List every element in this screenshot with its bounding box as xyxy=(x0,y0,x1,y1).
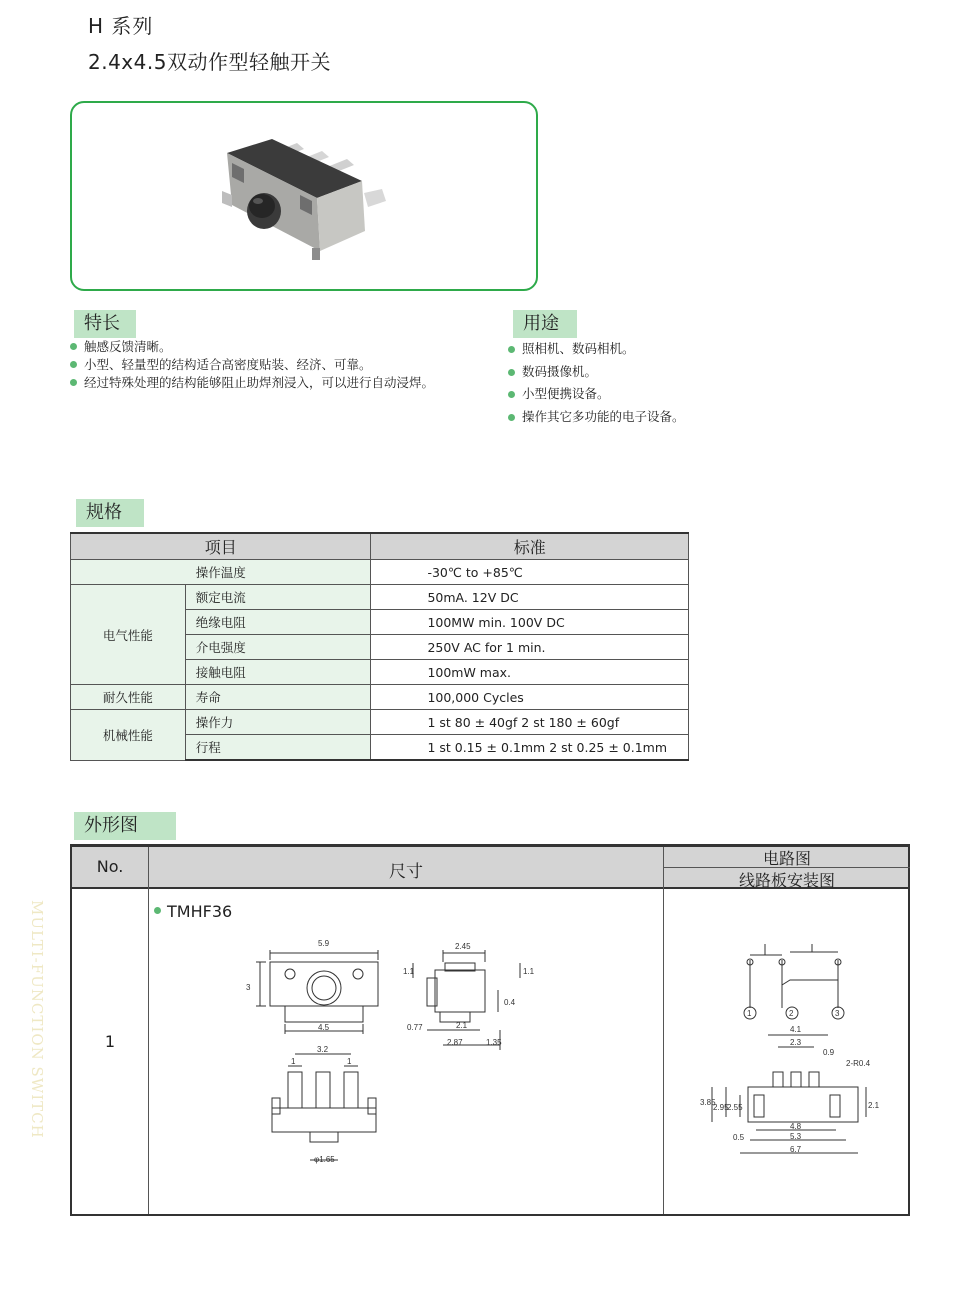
dim-label: 4.1 xyxy=(790,1025,802,1034)
dim-label: 4.5 xyxy=(318,1023,330,1032)
series-title: H 系列 xyxy=(88,14,154,38)
dim-label: 0.5 xyxy=(733,1133,745,1142)
dim-label: 2.95 xyxy=(713,1103,729,1112)
dim-label: 2.1 xyxy=(456,1021,468,1030)
spec-dielectric-value: 250V AC for 1 min. xyxy=(371,635,689,660)
spec-travel-value: 1 st 0.15 ± 0.1mm 2 st 0.25 ± 0.1mm xyxy=(371,735,689,761)
outline-row-no: 1 xyxy=(104,1032,116,1051)
dim-label: 2.55 xyxy=(727,1103,743,1112)
spec-dielectric-label: 介电强度 xyxy=(185,635,371,660)
list-item: 操作其它多功能的电子设备。 xyxy=(508,406,685,429)
outline-heading: 外形图 xyxy=(74,812,176,840)
spec-electrical-group: 电气性能 xyxy=(71,585,186,685)
top-view-drawing xyxy=(256,950,378,1034)
list-item: 小型、轻量型的结构适合高密度贴装、经济、可靠。 xyxy=(70,356,434,374)
spec-life-value: 100,000 Cycles xyxy=(371,685,689,710)
spec-travel-label: 行程 xyxy=(185,735,371,761)
dim-label: 0.9 xyxy=(823,1048,835,1057)
dim-label: 0.77 xyxy=(407,1023,423,1032)
spec-insulation-label: 绝缘电阻 xyxy=(185,610,371,635)
dim-label: 2.1 xyxy=(868,1101,880,1110)
outline-col-circuit: 电路图 xyxy=(762,849,811,868)
spec-life-label: 寿命 xyxy=(185,685,371,710)
spec-insulation-value: 100MW min. 100V DC xyxy=(371,610,689,635)
list-item: 照相机、数码相机。 xyxy=(508,338,685,361)
product-title: 2.4x4.5双动作型轻触开关 xyxy=(88,50,331,74)
spec-col-standard: 标准 xyxy=(371,533,689,560)
pin-label: 1 xyxy=(747,1009,752,1018)
spec-durability-group: 耐久性能 xyxy=(71,685,186,710)
dim-label: 4.8 xyxy=(790,1122,802,1131)
dim-label: 1 xyxy=(347,1057,352,1066)
spec-force-value: 1 st 80 ± 40gf 2 st 180 ± 60gf xyxy=(371,710,689,735)
dim-label: 1 xyxy=(291,1057,296,1066)
spec-heading: 规格 xyxy=(76,499,144,527)
list-item: 触感反馈清晰。 xyxy=(70,338,434,356)
dim-label: 2.3 xyxy=(790,1038,802,1047)
dim-label: 6.7 xyxy=(790,1145,802,1154)
dim-label: 3.85 xyxy=(700,1098,716,1107)
dim-label: 1.1 xyxy=(403,967,415,976)
spec-temp-label: 操作温度 xyxy=(71,560,371,585)
model-name: TMHF36 xyxy=(167,902,233,921)
spec-contact-label: 接触电阻 xyxy=(185,660,371,685)
spec-col-item: 项目 xyxy=(71,533,371,560)
list-item: 经过特殊处理的结构能够阻止助焊剂浸入，可以进行自动浸焊。 xyxy=(70,374,434,392)
dim-label: 2.45 xyxy=(455,942,471,951)
spec-rated-current-value: 50mA. 12V DC xyxy=(371,585,689,610)
dim-label: 1.1 xyxy=(523,967,535,976)
dim-label: 3 xyxy=(246,983,251,992)
dim-label: 0.4 xyxy=(504,998,516,1007)
list-item: 小型便携设备。 xyxy=(508,383,685,406)
pin-label: 3 xyxy=(835,1009,840,1018)
outline-col-pcb: 线路板安装图 xyxy=(738,871,835,890)
dim-label: 1.35 xyxy=(486,1038,502,1047)
spec-rated-current-label: 额定电流 xyxy=(185,585,371,610)
applications-heading: 用途 xyxy=(513,310,577,338)
features-heading: 特长 xyxy=(74,310,136,338)
front-view-drawing xyxy=(272,1054,376,1160)
dim-label: 2-R0.4 xyxy=(846,1059,871,1068)
spec-contact-value: 100mW max. xyxy=(371,660,689,685)
spec-mechanical-group: 机械性能 xyxy=(71,710,186,761)
dim-label: 2.87 xyxy=(447,1038,463,1047)
list-item: 数码摄像机。 xyxy=(508,361,685,384)
circuit-diagram xyxy=(744,944,844,1019)
dim-label: 5.9 xyxy=(318,939,330,948)
watermark-text: MULTI-FUNCTION SWITCH xyxy=(28,900,46,1139)
dim-label: 3.2 xyxy=(317,1045,329,1054)
pin-label: 2 xyxy=(789,1009,794,1018)
outline-col-no: No. xyxy=(96,857,124,876)
spec-temp-value: -30℃ to +85℃ xyxy=(371,560,689,585)
dim-label: φ1.65 xyxy=(314,1155,335,1164)
outline-col-dim: 尺寸 xyxy=(389,862,423,882)
dim-label: 5.3 xyxy=(790,1132,802,1141)
spec-force-label: 操作力 xyxy=(185,710,371,735)
